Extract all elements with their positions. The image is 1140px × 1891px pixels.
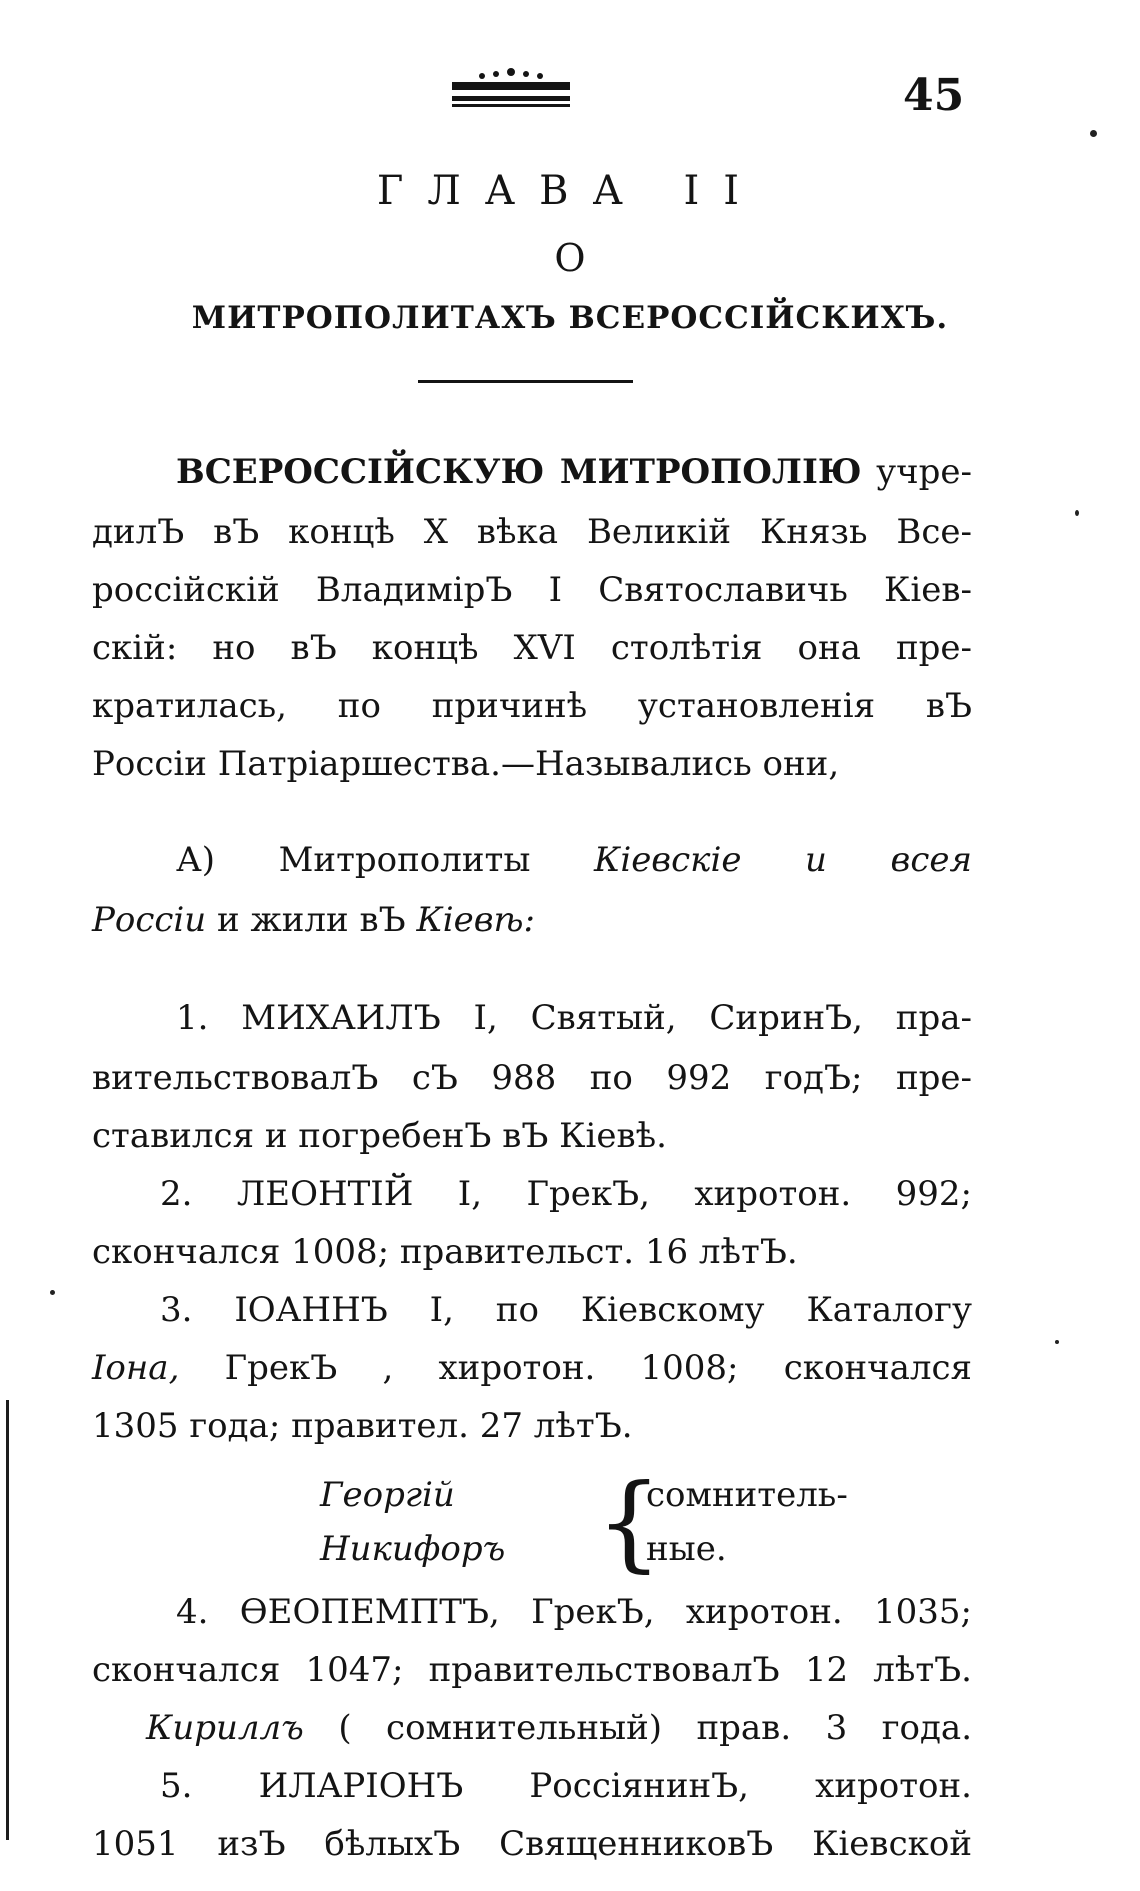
doubtful-name-2: Никифоръ [320,1529,506,1569]
scan-margin-line [6,1400,9,1840]
section-a-prefix: А) Митрополиты [176,840,594,880]
intro-line-1-rest: учре- [861,452,972,492]
doubtful-note-line-2: ные. [646,1529,727,1569]
intro-line-1 [176,442,972,502]
intro-line-5: кратилась, по причинѣ установленія вЪ [92,686,972,726]
curly-brace-icon: { [596,1461,663,1583]
scan-speck [1075,510,1079,516]
entry-3-italic: Іона, [92,1348,180,1388]
intro-line-3: россійскій ВладимірЪ I Святославичь Кіев- [92,570,972,610]
entry-1-line-1: 1. МИХАИЛЪ I, Святый, СиринЪ, пра- [176,998,972,1038]
entry-4-line-1: 4. ѲЕОПЕМПТЪ, ГрекЪ, хиротон. 1035; [176,1592,972,1632]
entry-3-line-3: 1305 года; правител. 27 лѣтЪ. [92,1406,633,1446]
entry-1-line-2: вительствовалЪ сЪ 988 по 992 годЪ; пре- [92,1058,972,1098]
entry-4-line-2: скончался 1047; правительствовалЪ 12 лѣтЪ. [92,1650,972,1690]
section-a-italic-1: Кіевскіе и всея [594,840,972,880]
scan-speck [1055,1340,1059,1344]
entry-2-line-2: скончался 1008; правительст. 16 лѣтЪ. [92,1232,798,1272]
doubtful-names-block [320,1461,920,1583]
section-divider [418,380,633,383]
doubtful-note [646,1468,946,1576]
section-a-italic-2: Россіи [92,900,207,940]
entry-2-line-1: 2. ЛЕОНТІЙ I, ГрекЪ, хиротон. 992; [160,1174,972,1214]
entry-5-line-1: 5. ИЛАРІОНЪ РоссіянинЪ, хиротон. [160,1766,972,1806]
chapter-preposition: О [554,236,586,280]
doubtful-name-1: Георгій [320,1475,455,1515]
doubtful-names [320,1468,620,1576]
section-a-middle: и жили вЪ [206,900,417,940]
kirill-line [146,1698,972,1758]
entry-3-line-2 [92,1338,972,1398]
page-number: 45 [903,70,965,121]
kirill-line-rest: ( сомнительный) прав. 3 года. [303,1708,972,1748]
intro-line-6: Россіи Патріаршества.—Назывались они, [92,744,840,784]
intro-smallcaps: ВСЕРОССІЙСКУЮ МИТРОПОЛІЮ [176,452,862,492]
intro-line-2: дилЪ вЪ концѣ Х вѣка Великій Князь Все- [92,512,972,552]
section-a-line-1 [176,830,972,890]
entry-1-line-3: ставился и погребенЪ вЪ Кіевѣ. [92,1116,667,1156]
chapter-title: ГЛАВА II [376,168,764,214]
entry-3-line-2-rest: ГрекЪ , хиротон. 1008; скончался [179,1348,972,1388]
ornament-headpiece-icon [452,66,570,110]
section-a-italic-3: Кіевѣ: [416,900,536,940]
entry-5-line-2: 1051 изЪ бѣлыхЪ СвященниковЪ Кіевской [92,1824,972,1864]
scan-speck [1090,130,1097,137]
entry-3-line-1: 3. ІОАННЪ I, по Кіевскому Каталогу [160,1290,972,1330]
kirill-name: Кириллъ [146,1708,304,1748]
chapter-subtitle: МИТРОПОЛИТАХЪ ВСЕРОССІЙСКИХЪ. [191,300,949,336]
scan-speck [50,1290,55,1295]
doubtful-note-line-1: сомнитель- [646,1475,848,1515]
intro-line-4: скій: но вЪ концѣ XVI столѣтія она пре- [92,628,972,668]
section-a-line-2 [92,890,972,950]
